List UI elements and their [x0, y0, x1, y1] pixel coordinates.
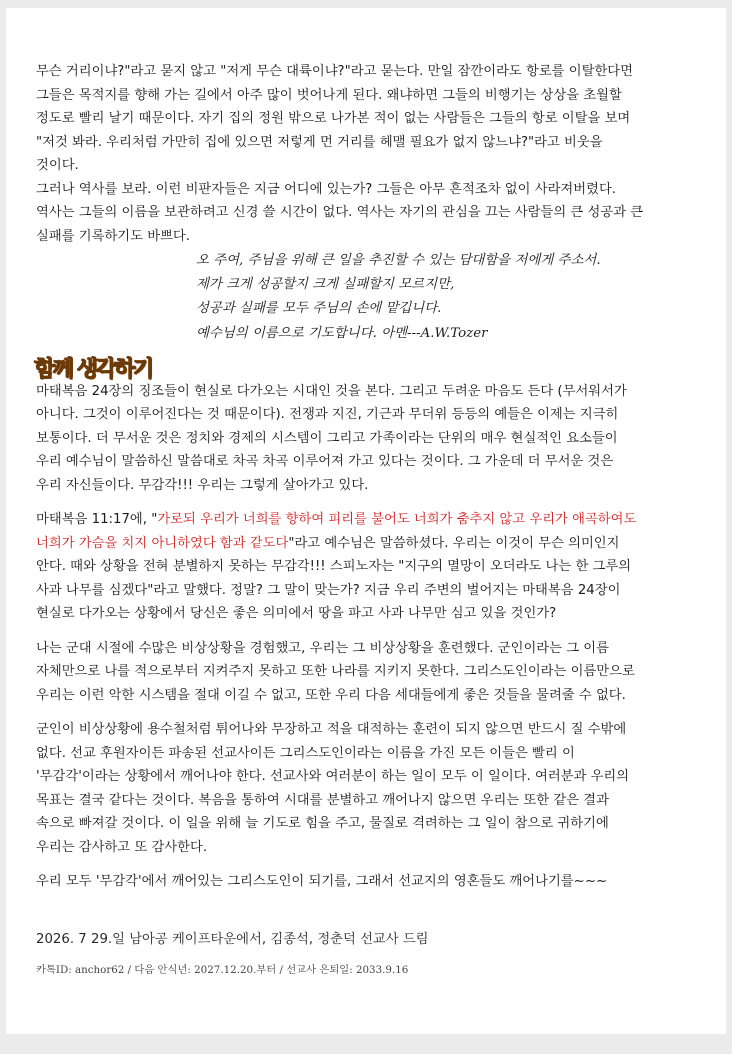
- document-page: [6, 8, 726, 1034]
- text-line: 그러나 역사를 보라. 이런 비판자들은 지금 어디에 있는가? 그들은 아무 흔적조차 없이 사라져버렸다.: [36, 181, 617, 197]
- text-line: 목표는 결국 같다는 것이다. 복음을 통하여 시대를 분별하고 깨어나지 않으면 우리는 또한 같은 결과: [36, 792, 609, 808]
- text-line: '무감각'이라는 상황에서 깨어나야 한다. 선교사와 여러분이 하는 일이 모두 이 일이다. 여러분과 우리의: [36, 769, 630, 785]
- paragraph-military: [36, 637, 696, 708]
- quote-line: 제가 크게 성공할지 크게 실패할지 모르지만,: [196, 277, 455, 293]
- paragraph-flight-metaphor: [36, 60, 696, 178]
- text-line: 그들은 목적지를 향해 가는 길에서 아주 많이 벗어나게 된다. 왜냐하면 그들의 비행기는 상상을 초월할: [36, 87, 622, 103]
- text-line: 나는 군대 시절에 수많은 비상상황을 경험했고, 우리는 그 비상상황을 훈련했다. 군인이라는 그 이름: [36, 640, 609, 656]
- text-line: 사과 나무를 심겠다"라고 말했다. 정말? 그 말이 맞는가? 지금 우리 주변의 벌어지는 마태복음 24장이: [36, 582, 621, 598]
- text-line: 것이다.: [36, 158, 79, 173]
- quote-line: 오 주여, 주님을 위해 큰 일을 추진할 수 있는 담대함을 저에게 주소서.: [196, 253, 601, 268]
- text-line: 안다. 때와 상황을 전혀 분별하지 못하는 무감각!!! 스피노자는 "지구의 멸망이 오더라도 나는 한 그루의: [36, 559, 632, 575]
- contact-meta-line: 카톡ID: anchor62 / 다음 안식년: 2027.12.20.부터 / 선교사 은퇴일: 2033.9.16: [36, 963, 409, 976]
- text-line: 우리 자신들이다. 무감각!!! 우리는 그렇게 살아가고 있다.: [36, 477, 369, 493]
- quote-line: 성공과 실패를 모두 주님의 손에 맡깁니다.: [196, 301, 442, 317]
- text-line: 보통이다. 더 무서운 것은 정치와 경제의 시스템이 그리고 가족이라는 단위의 매우 현실적인 요소들이: [36, 430, 618, 446]
- text-line: 역사는 그들의 이름을 보관하려고 신경 쓸 시간이 없다. 역사는 자기의 관심을 끄는 사람들의 큰 성공과 큰: [36, 205, 644, 220]
- quote-line: 예수님의 이름으로 기도합니다. 아멘---A.W.Tozer: [196, 325, 488, 341]
- section-heading-wrap: [34, 350, 696, 380]
- section-heading: 함께 생각하기: [34, 356, 152, 382]
- paragraph-wake-up: [36, 718, 696, 859]
- text-line: 우리 예수님이 말씀하신 말씀대로 차곡 차곡 이루어져 가고 있다는 것이다. 그 가운데 더 무서운 것은: [36, 454, 614, 470]
- text-line: 속으로 빠져갈 것이다. 이 일을 위해 늘 기도로 힘을 주고, 물질로 격려하는 그 일이 참으로 귀하기에: [36, 816, 609, 832]
- text-line: 우리는 감사하고 또 감사한다.: [36, 839, 208, 855]
- text-line: 현실로 다가오는 상황에서 당신은 좋은 의미에서 땅을 파고 사과 나무만 심고 있을 것인가?: [36, 606, 557, 622]
- text-line: 자체만으로 나를 적으로부터 지켜주지 못하고 또한 나라를 지키지 못한다. 그리스도인이라는 이름만으로: [36, 664, 635, 680]
- paragraph-closing-wish: [36, 870, 696, 894]
- text-line: 군인이 비상상황에 용수철처럼 튀어나와 무장하고 적을 대적하는 훈련이 되지 않으면 반드시 질 수밖에: [36, 722, 627, 738]
- paragraph-signs: [36, 380, 696, 498]
- text-line: 마태복음 24장의 징조들이 현실로 다가오는 시대인 것을 본다. 그리고 두려운 마음도 든다 (무서워서가: [36, 383, 627, 399]
- text-line: 실패를 기록하기도 바쁘다.: [36, 228, 190, 244]
- text-line-suffix: "라고 예수님은 말씀하셨다. 우리는 이것이 무슨 의미인지: [288, 535, 620, 551]
- text-line: 우리 모두 '무감각'에서 깨어있는 그리스도인이 되기를, 그래서 선교지의 영혼들도 깨어나기를~~~: [36, 874, 608, 890]
- paragraph-matthew-11: [36, 508, 696, 626]
- paragraph-history: [36, 178, 696, 249]
- tozer-prayer-quote: [196, 249, 696, 346]
- scripture-quote-red: 너희가 가슴을 치지 아니하였다 함과 같도다: [36, 535, 289, 551]
- scripture-quote-red: 가로되 우리가 너희를 향하여 피리를 불어도 너희가 춤추지 않고 우리가 애곡하여도: [157, 512, 637, 528]
- signature-date-line: 2026. 7 29.일 남아공 케이프타운에서, 김종석, 정춘덕 선교사 드림: [36, 931, 429, 947]
- text-line: 우리는 이런 악한 시스템을 절대 이길 수 없고, 또한 우리 다음 세대들에게 좋은 것들을 물려줄 수 없다.: [36, 687, 626, 703]
- text-line-prefix: 마태복음 11:17에, ": [36, 512, 158, 528]
- text-line: 아니다. 그것이 이루어진다는 것 때문이다). 전쟁과 지진, 기근과 무더위 등등의 예들은 이제는 지극히: [36, 407, 619, 423]
- text-line: 무슨 거리이냐?"라고 묻지 않고 "저게 무슨 대륙이냐?"라고 묻는다. 만일 잠깐이라도 항로를 이탈한다면: [36, 64, 633, 79]
- text-line: 정도로 빨리 날기 때문이다. 자기 집의 정원 밖으로 나가본 적이 없는 사람들은 그들의 항로 이탈을 보며: [36, 111, 631, 126]
- text-line: "저것 봐라. 우리처럼 가만히 집에 있으면 저렇게 먼 거리를 헤맬 필요가 없지 않느냐?"라고 비웃을: [36, 134, 603, 150]
- text-line: 없다. 선교 후원자이든 파송된 선교사이든 그리스도인이라는 이름을 가진 모든 이들은 빨리 이: [36, 745, 575, 761]
